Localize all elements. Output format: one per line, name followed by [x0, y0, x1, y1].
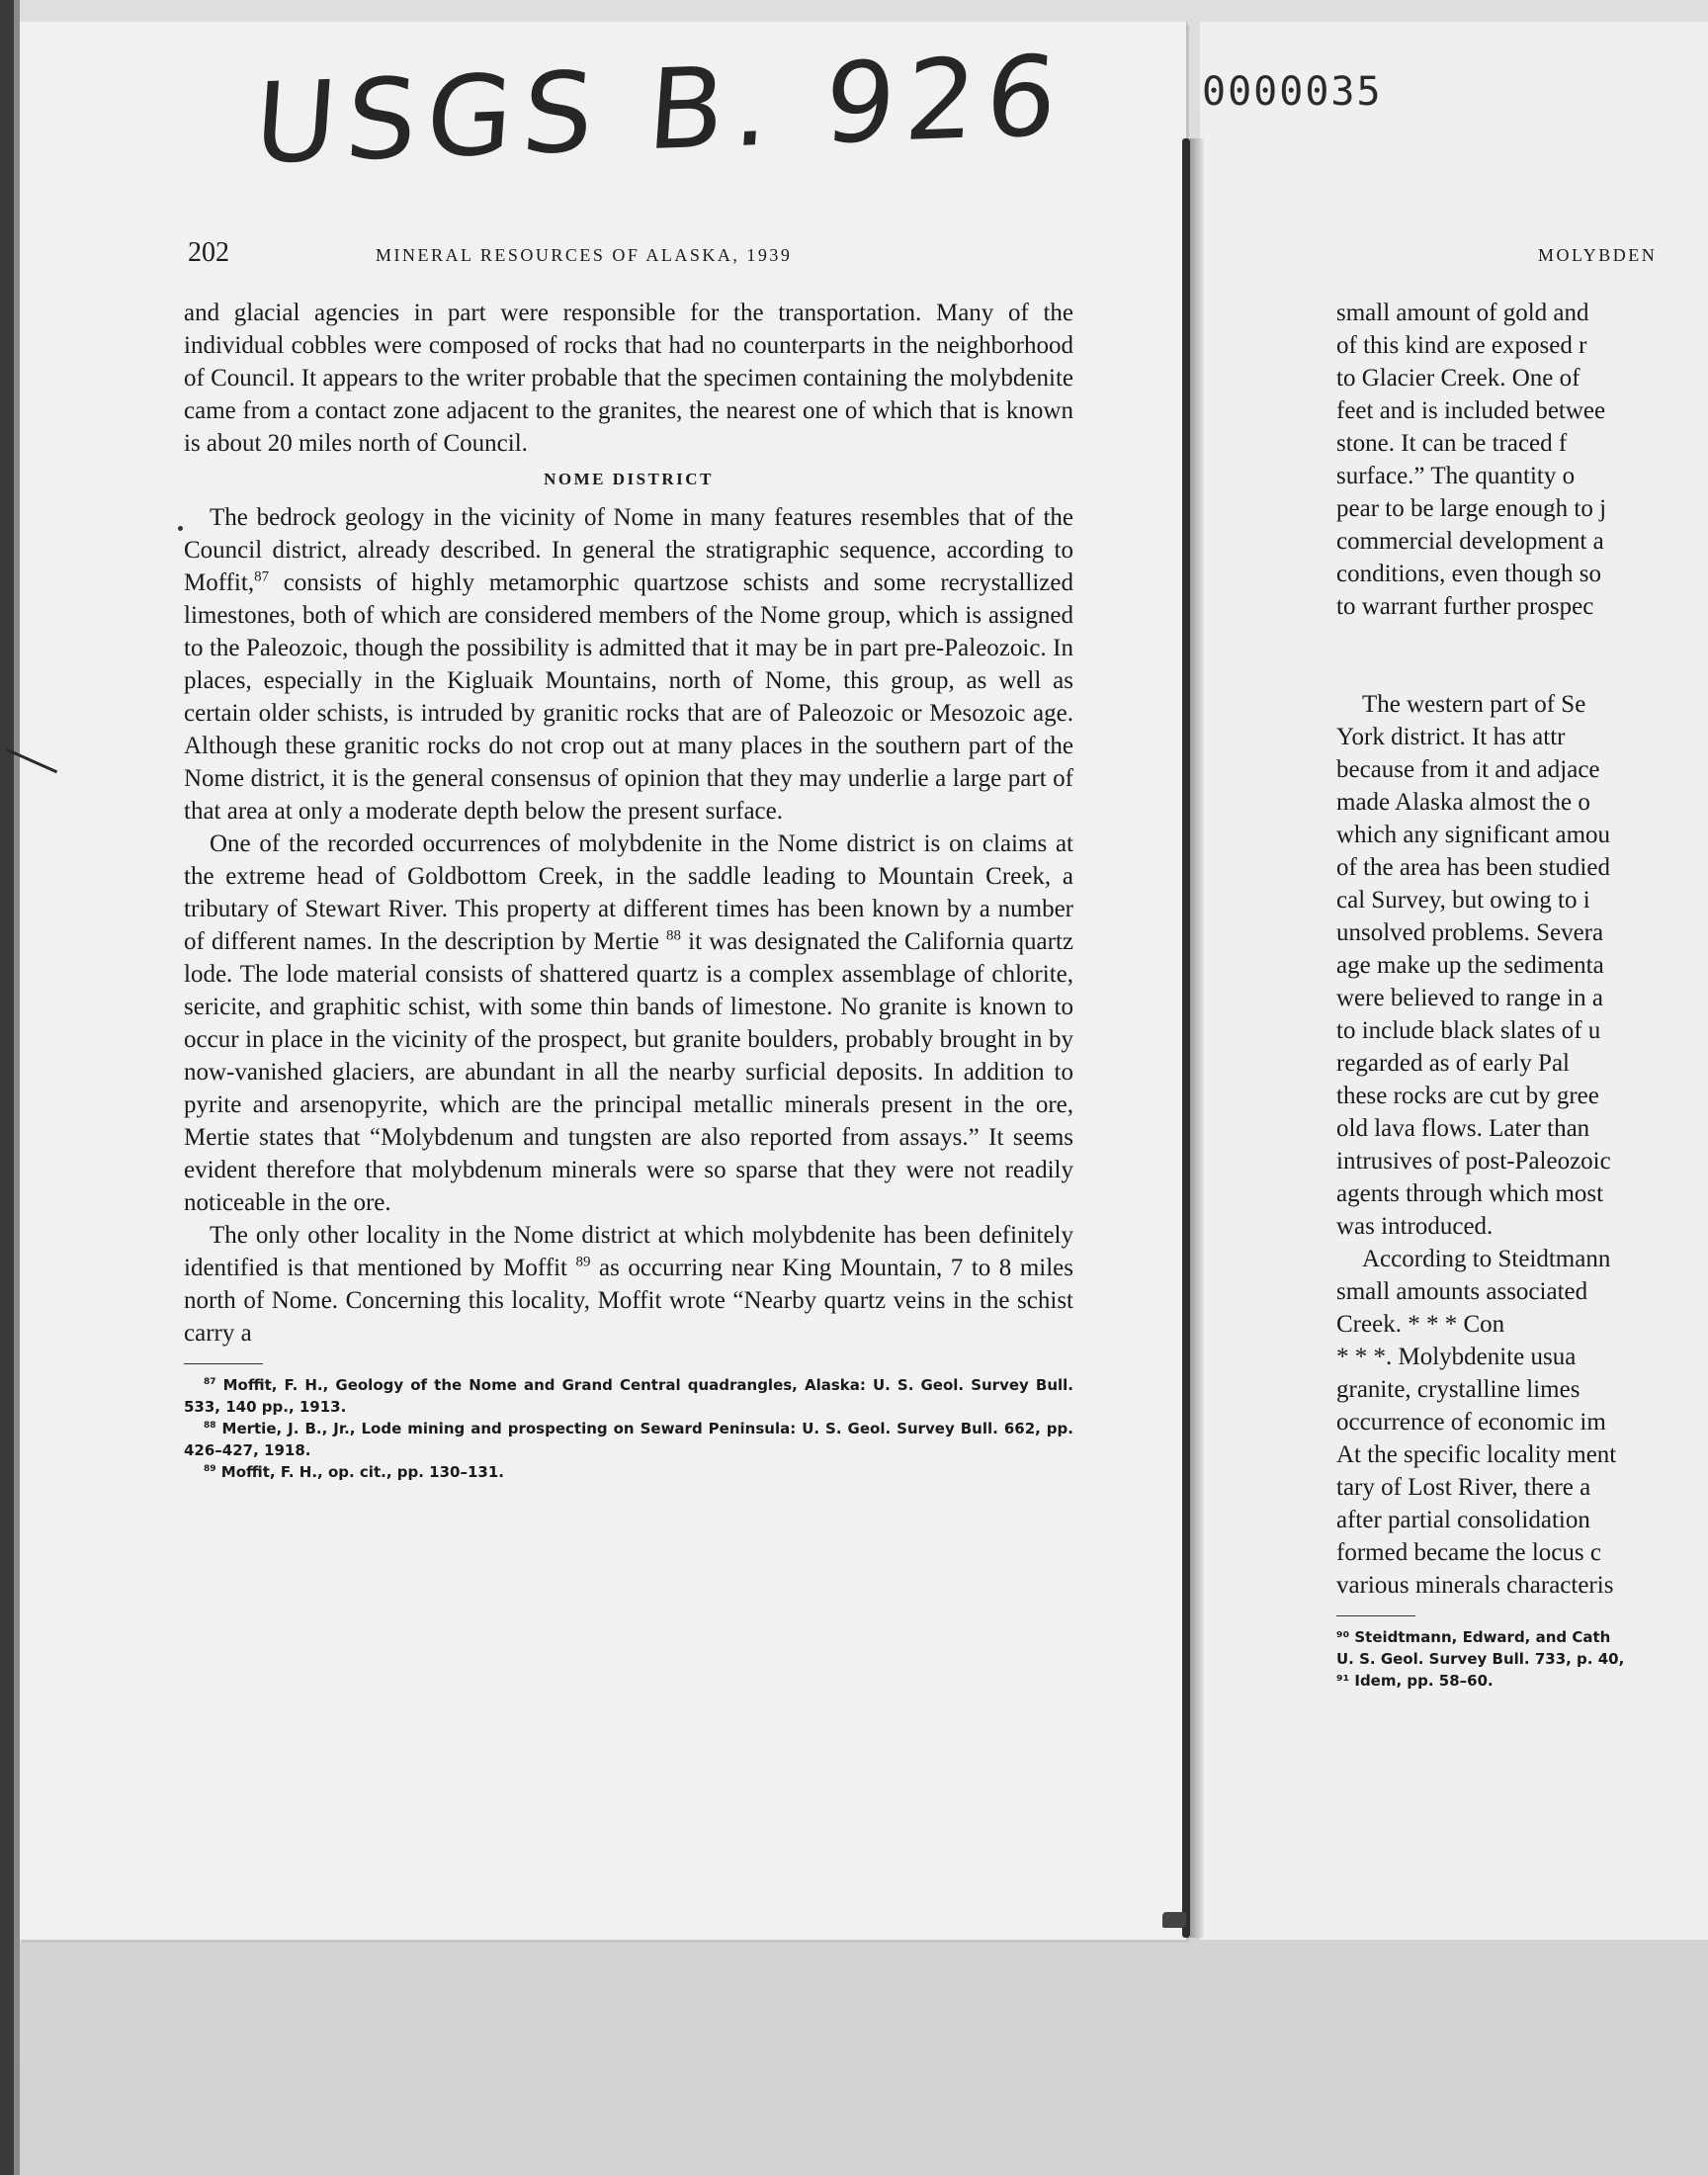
book-gutter: [1182, 138, 1190, 1938]
text-line: surface.” The quantity o: [1336, 463, 1576, 489]
section-heading: NOME DISTRICT: [544, 470, 714, 488]
text-line: ⁹⁰ Steidtmann, Edward, and Cath: [1336, 1628, 1611, 1646]
right-running-head: MOLYBDEN: [1538, 245, 1658, 265]
text-line: to include black slates of u: [1336, 1017, 1601, 1044]
text-line: stone. It can be traced f: [1336, 430, 1568, 457]
text-line: formed became the locus c: [1336, 1539, 1601, 1566]
paragraph: The bedrock geology in the vicinity of Nome in many features resembles that of the Council district, already described. In general the stratigraphic sequence, according to Moffit,$^{87}$ consists of highly metamorphic quartzose schists and some recrystallized limestones, both of which are considered members of the Nome group, which is assigned to the Paleozoic, though the possibility is admitted that it may be in part pre-Paleozoic. In places, especially in the Kigluaik Mountains, north of Nome, this group, as well as certain older schists, is intruded by granitic rocks that are of Paleozoic or Mesozoic age. Although these granitic rocks do not crop out at many places in the southern part of the Nome district, it is the general consensus of opinion that they may underlie a large part of that area at only a moderate depth below the present surface.: [184, 504, 1074, 825]
text-line: unsolved problems. Severa: [1336, 919, 1604, 946]
footnote: $^{87}$ Moffit, F. H., Geology of the Nome and Grand Central quadrangles, Alaska: U. S. Geol. Survey Bull. 533, 140 pp., 1913.: [184, 1376, 1073, 1416]
text-line: York district. It has attr: [1336, 724, 1566, 750]
text-line: were believed to range in a: [1336, 985, 1604, 1011]
text-line: which any significant amou: [1336, 822, 1611, 848]
footnote-ref: 89: [575, 1254, 591, 1270]
text-line: age make up the sedimenta: [1336, 952, 1604, 979]
text-line: because from it and adjace: [1336, 756, 1600, 783]
text-line: of this kind are exposed r: [1336, 332, 1587, 359]
text-line: of the area has been studied: [1336, 854, 1610, 881]
text-line: small amounts associated: [1336, 1278, 1588, 1305]
text-line: tary of Lost River, there a: [1336, 1474, 1591, 1501]
left-text-column: [184, 297, 1073, 1483]
paragraph: One of the recorded occurrences of molybdenite in the Nome district is on claims at the extreme head of Goldbottom Creek, in the saddle leading to Mountain Creek, a tributary of Stewart River. This property at different times has been known by a number of different names. In the description by Mertie $^{88}$ it was designated the California quartz lode. The lode material consists of shattered quartz is a complex assemblage of chlorite, sericite, and graphitic schist, with some thin bands of limestone. No granite is known to occur in place in the vicinity of the prospect, but granite boulders, probably brought in by now-vanished glaciers, are abundant in all the nearby surficial deposits. In addition to pyrite and arsenopyrite, which are the principal metallic minerals present in the ore, Mertie states that “Molybdenum and tungsten are also reported from assays.” It seems evident therefore that molybdenum minerals were so sparse that they were not readily noticeable in the ore.: [184, 830, 1074, 1216]
text-line: intrusives of post-Paleozoic: [1336, 1148, 1611, 1174]
text-line: occurrence of economic im: [1336, 1409, 1606, 1436]
right-block-2: [1336, 688, 1708, 1243]
text-line: granite, crystalline limes: [1336, 1376, 1580, 1403]
left-running-head: [188, 237, 880, 273]
text-line: At the specific locality ment: [1336, 1441, 1617, 1468]
text-line: after partial consolidation: [1336, 1507, 1590, 1533]
running-title: MINERAL RESOURCES OF ALASKA, 1939: [376, 245, 793, 265]
text-line: to warrant further prospec: [1336, 593, 1594, 620]
right-block-3: [1336, 1243, 1708, 1602]
text-line: * * *. Molybdenite usua: [1336, 1344, 1577, 1370]
right-block-1: [1336, 297, 1708, 623]
footnote-ref: 87: [254, 568, 270, 585]
text-line: commercial development a: [1336, 528, 1604, 555]
paragraph: and glacial agencies in part were responsible for the transportation. Many of the individual cobbles were composed of rocks that had no counterparts in the neighborhood of Council. It appears to the writer probable that the specimen containing the molybdenite came from a contact zone adjacent to the granites, the nearest one of which that is known is about 20 miles north of Council.: [184, 300, 1073, 457]
right-footnotes: [1336, 1626, 1708, 1692]
page-number: 202: [188, 237, 229, 268]
footnote-rule: [1336, 1615, 1415, 1616]
text-line: ⁹¹ Idem, pp. 58–60.: [1336, 1672, 1494, 1690]
handwritten-label: USGS B. 926: [250, 32, 1071, 189]
stamp-number: 0000035: [1202, 69, 1383, 115]
footnote: $^{88}$ Mertie, J. B., Jr., Lode mining and prospecting on Seward Peninsula: U. S. Geol. Survey Bull. 662, pp. 426–427, 1918.: [184, 1420, 1073, 1459]
text-line: various minerals characteris: [1336, 1572, 1614, 1599]
text-line: these rocks are cut by gree: [1336, 1083, 1599, 1109]
margin-dot: [178, 526, 183, 531]
text-line: to Glacier Creek. One of: [1336, 365, 1580, 392]
block-gap: [1336, 623, 1708, 688]
footnote: $^{89}$ Moffit, F. H., op. cit., pp. 130–131.: [204, 1463, 504, 1481]
text-line: made Alaska almost the o: [1336, 789, 1590, 816]
text-line: conditions, even though so: [1336, 561, 1602, 587]
gutter-shadow: [1190, 138, 1204, 1938]
text-line: small amount of gold and: [1336, 300, 1589, 326]
text-line: agents through which most: [1336, 1180, 1604, 1207]
right-text-column: [1336, 297, 1708, 1692]
text-line: was introduced.: [1336, 1213, 1494, 1240]
text-line: The western part of Se: [1362, 691, 1586, 718]
footnotes: [184, 1374, 1073, 1483]
text-line: cal Survey, but owing to i: [1336, 887, 1590, 914]
text-line: old lava flows. Later than: [1336, 1115, 1590, 1142]
page-corner-fold: [1162, 1912, 1186, 1928]
text-line: pear to be large enough to j: [1336, 495, 1607, 522]
footnote-ref: 88: [665, 927, 681, 944]
footnote-rule: [184, 1363, 263, 1364]
text-line: regarded as of early Pal: [1336, 1050, 1570, 1077]
text-line: According to Steidtmann: [1362, 1246, 1611, 1272]
text-line: feet and is included betwee: [1336, 397, 1606, 424]
scan-left-edge: [0, 0, 14, 2175]
text-line: Creek. * * * Con: [1336, 1311, 1505, 1338]
text-line: U. S. Geol. Survey Bull. 733, p. 40,: [1336, 1650, 1625, 1668]
paragraph: The only other locality in the Nome district at which molybdenite has been definitely identified is that mentioned by Moffit $^{89}$ as occurring near King Mountain, 7 to 8 miles north of Nome. Concerning this locality, Moffit wrote “Nearby quartz veins in the schist carry a: [184, 1222, 1073, 1347]
